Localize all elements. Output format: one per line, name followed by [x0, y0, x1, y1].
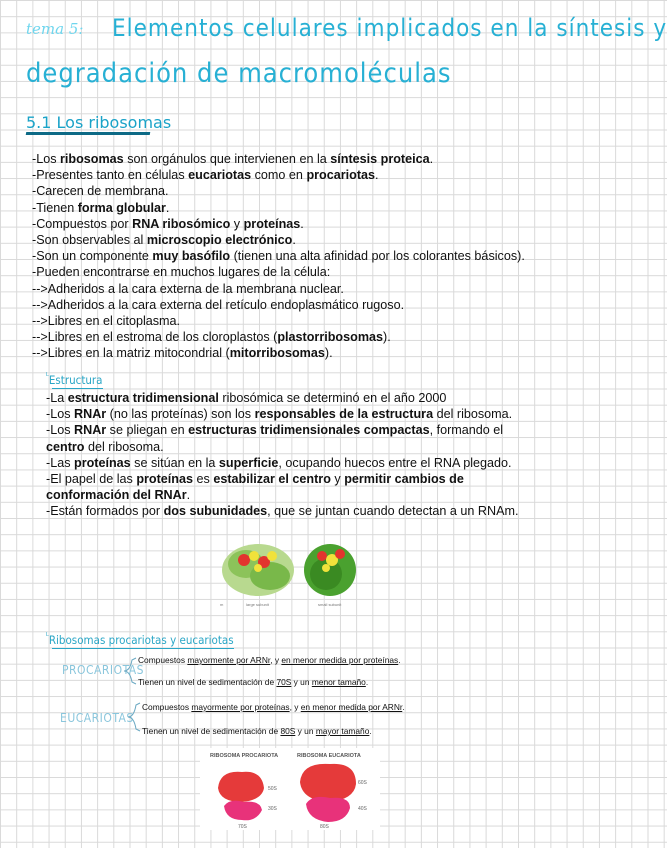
estructura-line-text: -Los	[46, 407, 74, 422]
eucariotas-line1-text: , y	[289, 702, 301, 712]
eucariota-total-label: 80S	[320, 824, 329, 830]
procariotas-line2	[138, 677, 368, 687]
intro-line-text: son orgánulos que intervienen en la	[123, 152, 331, 166]
intro-line-text: -Los	[32, 152, 60, 166]
eucariotas-line2-text: Tienen un nivel de sedimentación de	[142, 726, 281, 736]
estructura-line	[46, 439, 519, 455]
intro-line	[32, 151, 525, 167]
estructura-line-text: , ocupando huecos entre el RNA plegado.	[278, 455, 512, 470]
intro-line-text: procariotas	[306, 168, 376, 183]
procariotas-line2-text: .	[365, 677, 369, 687]
intro-line-text: -->Libres en la matriz mitocondrial (	[32, 346, 230, 361]
estructura-line-text: del ribosoma.	[84, 439, 164, 454]
eucariotas-line2	[142, 726, 372, 736]
intro-line-text: -Son observables al	[32, 233, 147, 248]
intro-line-text: -->Libres en el citoplasma.	[32, 314, 181, 329]
estructura-line-text: y	[330, 472, 345, 487]
eucariotas-line2-text: y un	[295, 726, 316, 736]
intro-line	[32, 232, 525, 248]
estructura-line	[46, 455, 519, 471]
estructura-line-text: -La	[46, 391, 68, 405]
estructura-line-text: es	[193, 472, 214, 487]
intro-line	[32, 329, 525, 345]
estructura-line-text: estabilizar el centro	[213, 472, 331, 487]
intro-line	[32, 345, 525, 361]
estructura-line	[46, 422, 519, 438]
estructura-line-text: proteínas	[136, 472, 193, 487]
estructura-line-text: -Las	[46, 455, 74, 470]
eucariotas-line2-text: 80S	[280, 726, 296, 736]
procariota-small-label: 30S	[268, 806, 277, 812]
intro-line-text: y	[230, 216, 244, 231]
intro-line-text: .	[300, 216, 304, 231]
eucariotas-bracket	[126, 701, 142, 733]
procariota-large-label: 50S	[268, 786, 277, 792]
procariotas-label: PROCARIOTAS	[62, 663, 145, 677]
eucariota-figure-title: RIBOSOMA EUCARIOTA	[297, 753, 361, 759]
estructura-line-text: -Están formados por	[46, 504, 164, 519]
eucariotas-line1-text: .	[402, 702, 405, 712]
eucariotas-line2-text: .	[369, 726, 372, 736]
eucariotas-line2-text: mayor tamaño	[315, 726, 370, 736]
ribosome-comparison-figure	[200, 748, 380, 830]
intro-line	[32, 281, 525, 297]
svg-text:m: m	[220, 602, 224, 607]
intro-line-text: -->Adheridos a la cara externa del retículo endoplasmático rugoso.	[32, 297, 405, 312]
intro-line-text: plastorribosomas	[277, 330, 384, 345]
estructura-heading: $^ᴸ$Estructura	[46, 372, 103, 387]
intro-line-text: microscopio electrónico	[146, 233, 293, 248]
estructura-line	[46, 503, 519, 519]
procariota-total-label: 70S	[238, 824, 247, 830]
intro-line-text: proteínas	[243, 216, 301, 231]
intro-line-text: muy basófilo	[152, 249, 231, 264]
comparison-heading-text: Ribosomas procariotas y eucariotas	[48, 632, 234, 647]
estructura-line-text: del ribosoma.	[433, 407, 513, 422]
procariotas-line1-text: , y	[270, 655, 282, 665]
estructura-line-text: responsables de la estructura	[254, 407, 434, 422]
page-title-line2: degradación de macromoléculas	[26, 58, 452, 89]
eucariotas-line1-text: mayormente por proteínas	[191, 702, 290, 712]
intro-line-text: -Carecen de membrana.	[32, 184, 169, 199]
estructura-line-text: permitir cambios de	[344, 472, 464, 487]
estructura-line-text: (no las proteínas) son los	[106, 407, 255, 422]
intro-line-text: .	[429, 152, 434, 166]
tema-label: tema 5:	[26, 20, 84, 38]
intro-line-text: .	[375, 168, 379, 183]
intro-line-text: como en	[251, 168, 307, 183]
estructura-line	[46, 390, 519, 406]
estructura-line-text: ribosómica se determinó en el año 2000	[218, 391, 447, 405]
intro-line-text: -Compuestos por	[32, 216, 133, 231]
estructura-line-text: proteínas	[74, 455, 131, 470]
estructura-line-text: .	[186, 488, 191, 503]
intro-line-text: -Presentes tanto en células	[32, 168, 189, 183]
section-title: 5.1 Los ribosomas	[26, 113, 172, 132]
intro-line	[32, 248, 525, 264]
procariotas-line1	[138, 655, 401, 665]
intro-line	[32, 216, 525, 232]
intro-line	[32, 264, 525, 280]
comparison-heading: $^ᴸ$Ribosomas procariotas y eucariotas	[46, 632, 234, 647]
eucariotas-line1	[142, 702, 405, 712]
estructura-list	[46, 390, 519, 520]
estructura-line	[46, 406, 519, 422]
intro-line-text: (tienen una alta afinidad por los colorantes básicos).	[230, 249, 525, 264]
intro-line-text: mitorribosomas	[229, 346, 325, 361]
intro-line-text: ).	[383, 330, 391, 345]
intro-line-text: forma globular	[77, 200, 166, 215]
intro-line-text: .	[165, 200, 170, 215]
estructura-line-text: RNAr	[74, 423, 107, 438]
procariotas-line1-text: Compuestos	[138, 655, 188, 665]
intro-list	[32, 151, 525, 362]
estructura-line	[46, 471, 519, 487]
intro-line	[32, 313, 525, 329]
procariotas-bracket	[122, 656, 138, 686]
estructura-line-text: , formando el	[429, 423, 504, 438]
intro-line	[32, 183, 525, 199]
intro-line-text: -Tienen	[32, 200, 78, 215]
estructura-line-text: centro	[46, 439, 85, 454]
intro-line	[32, 200, 525, 216]
procariotas-line1-text: .	[398, 655, 401, 665]
intro-line-text: ).	[324, 346, 333, 361]
estructura-line-text: dos subunidades	[163, 504, 268, 519]
intro-line	[32, 167, 525, 183]
procariotas-line2-text: 70S	[276, 677, 292, 687]
eucariotas-label: EUCARIOTAS	[60, 711, 134, 725]
estructura-line-text: , que se juntan cuando detectan a un RNAm.	[267, 504, 519, 519]
intro-line-text: ribosomas	[60, 152, 124, 166]
estructura-line-text: -El papel de las	[46, 472, 137, 487]
intro-line-text: síntesis proteica	[330, 152, 430, 166]
large-subunit-caption: large subunit	[246, 602, 269, 607]
small-subunit-caption: small subunit	[318, 602, 342, 607]
intro-line	[32, 297, 525, 313]
eucariotas-line1-text: en menor medida por ARNr	[300, 702, 403, 712]
estructura-line-text: -Los	[46, 423, 74, 438]
intro-line-text: RNA ribosómico	[132, 216, 231, 231]
section-underline	[26, 132, 151, 135]
eucariotas-line1-text: Compuestos	[142, 702, 192, 712]
procariotas-line2-text: y un	[291, 677, 312, 687]
estructura-line-text: se pliegan en	[106, 423, 189, 438]
intro-line-text: -Pueden encontrarse en muchos lugares de la célula:	[32, 265, 331, 280]
estructura-line	[46, 487, 519, 503]
estructura-line-text: superficie	[218, 455, 279, 470]
intro-line-text: eucariotas	[188, 168, 252, 183]
eucariota-small-label: 40S	[358, 806, 367, 812]
estructura-heading-text: Estructura	[48, 372, 103, 387]
intro-line-text: .	[292, 233, 296, 248]
ribosome-structure-figure	[214, 534, 374, 610]
procariotas-line2-text: menor tamaño	[311, 677, 366, 687]
procariota-figure-title: RIBOSOMA PROCARIOTA	[210, 753, 279, 759]
estructura-line-text: estructuras tridimensionales compactas	[188, 423, 430, 438]
large-subunit-image	[222, 544, 294, 596]
estructura-line-text: se sitúan en la	[130, 455, 219, 470]
estructura-line-text: RNAr	[74, 407, 107, 422]
procariotas-line1-text: en menor medida por proteínas	[281, 655, 399, 665]
estructura-line-text: conformación del RNAr	[46, 488, 187, 503]
intro-line-text: -->Libres en el estroma de los cloroplastos (	[32, 330, 278, 345]
intro-line-text: -->Adheridos a la cara externa de la membrana nuclear.	[32, 281, 344, 296]
small-subunit-image	[304, 544, 356, 596]
estructura-line-text: estructura tridimensional	[67, 391, 219, 405]
eucariota-large-label: 60S	[358, 780, 367, 786]
intro-line-text: -Son un componente	[32, 249, 153, 264]
procariotas-line1-text: mayormente por ARNr	[187, 655, 271, 665]
page-title-line1: Elementos celulares implicados en la síntesis y	[112, 14, 667, 42]
procariotas-line2-text: Tienen un nivel de sedimentación de	[138, 677, 277, 687]
